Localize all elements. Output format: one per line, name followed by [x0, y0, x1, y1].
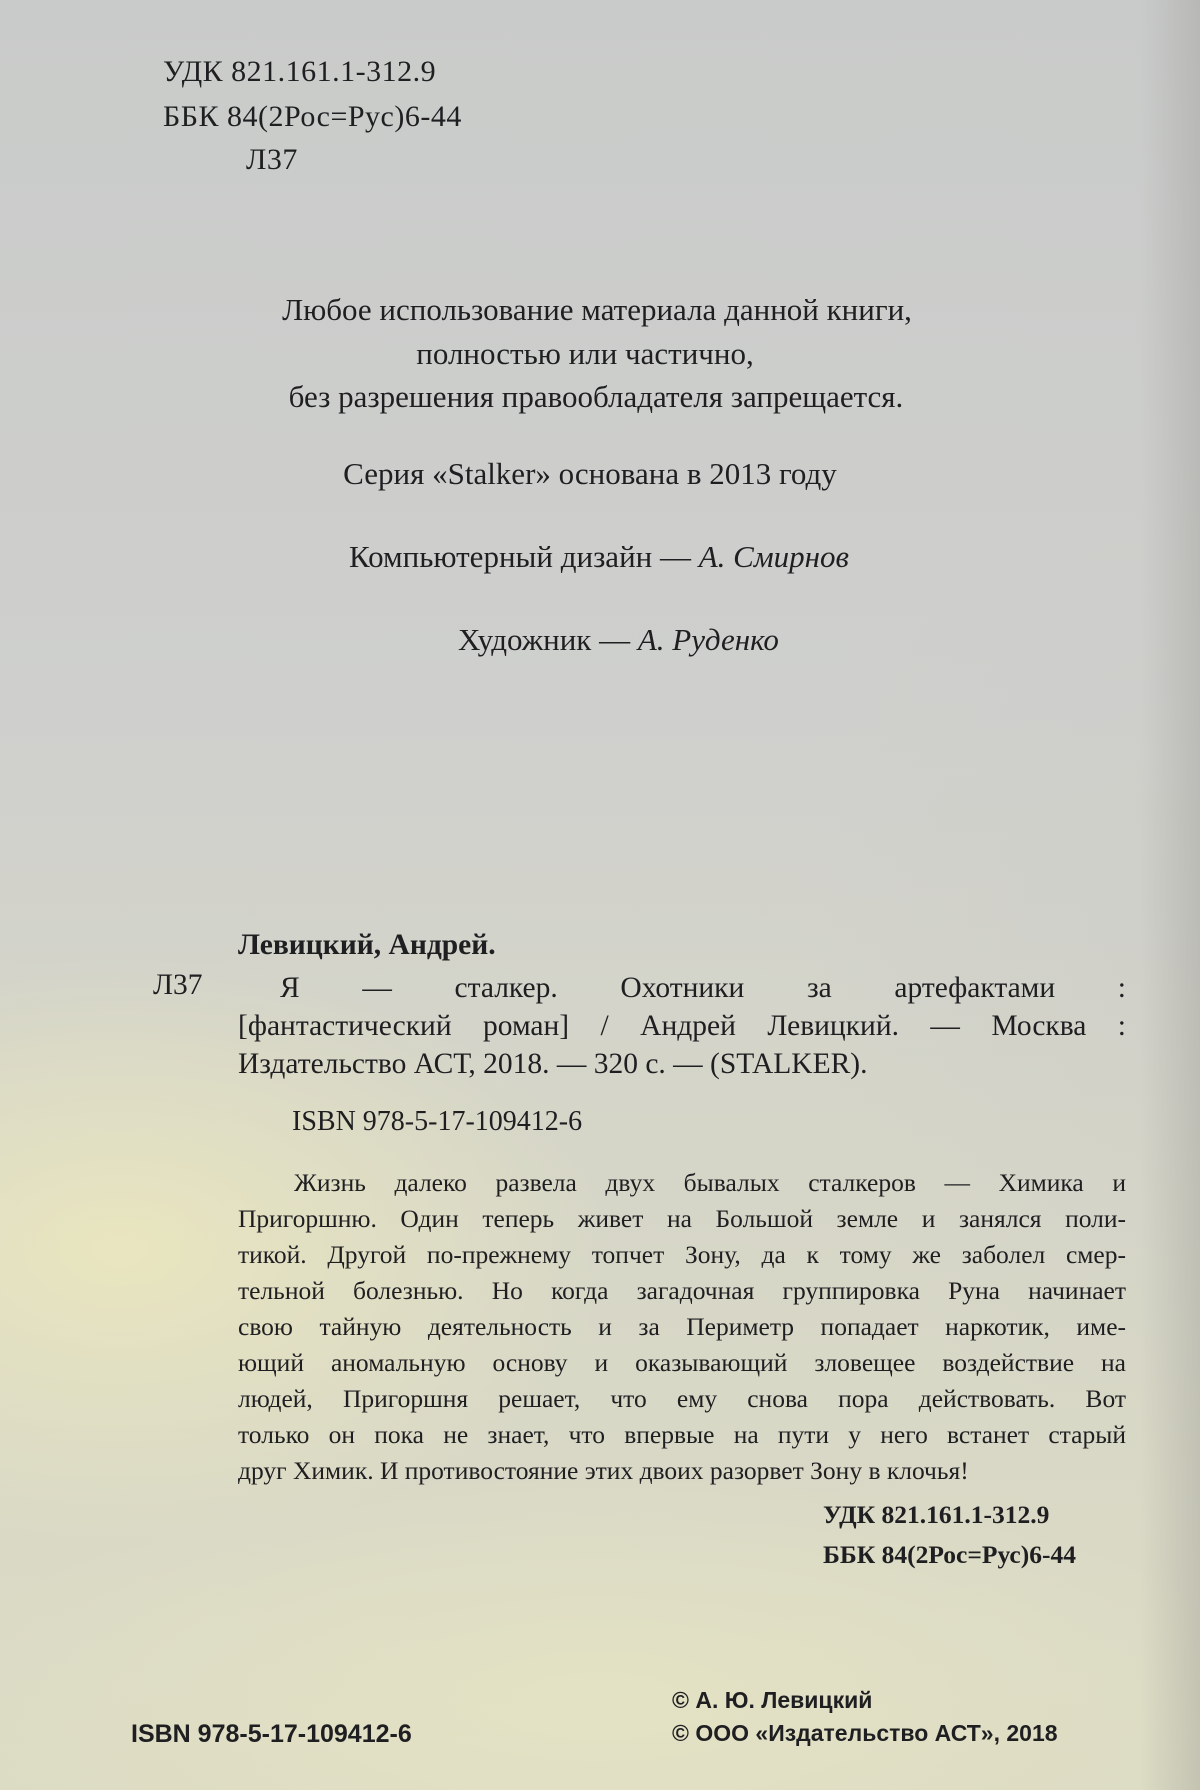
credit-artist-name: А. Руденко: [637, 622, 779, 657]
credit-design-role: Компьютерный дизайн —: [349, 539, 699, 574]
credit-design: [349, 539, 849, 575]
copyright-publisher: © ООО «Издательство АСТ», 2018: [672, 1720, 1058, 1746]
biblio-line-2: [фантастический роман] / Андрей Левицкий. — Москва :: [238, 1010, 1126, 1042]
annotation-line-4: тельной болезнью. Но когда загадочная группировка Руна начинает: [238, 1276, 1126, 1305]
annotation-line-8: только он пока не знает, что впервые на пути у него встанет старый: [238, 1420, 1126, 1449]
annotation-line-3: тикой. Другой по-прежнему топчет Зону, да к тому же заболел смер-: [238, 1240, 1126, 1269]
classification-bbk: ББК 84(2Рос=Рус)6-44: [823, 1540, 1076, 1569]
header-author-mark: Л37: [246, 143, 298, 176]
page-edge-shadow: [1140, 0, 1200, 1790]
classification-udk: УДК 821.161.1-312.9: [823, 1500, 1050, 1529]
annotation-line-2: Пригоршню. Один теперь живет на Большой земле и занялся поли-: [238, 1204, 1126, 1233]
annotation-line-1: Жизнь далеко развела двух бывалых сталкеров — Химика и: [294, 1168, 1126, 1197]
credit-artist: [458, 622, 779, 658]
biblio-line-3: Издательство АСТ, 2018. — 320 с. — (STALKER).: [238, 1048, 868, 1080]
biblio-line-1: Я — сталкер. Охотники за артефактами :: [280, 972, 1126, 1004]
series-line: Серия «Stalker» основана в 2013 году: [343, 456, 837, 491]
annotation-line-6: ющий аномальную основу и оказывающий зловещее воздействие на: [238, 1348, 1126, 1377]
annotation-line-9: друг Химик. И противостояние этих двоих разорвет Зону в клочья!: [238, 1456, 969, 1485]
biblio-mark: Л37: [153, 969, 203, 1001]
credit-artist-role: Художник —: [458, 622, 638, 657]
notice-line-2: полностью или частично,: [416, 336, 754, 371]
annotation-line-5: свою тайную деятельность и за Периметр попадает наркотик, име-: [238, 1312, 1126, 1341]
biblio-isbn: ISBN 978-5-17-109412-6: [292, 1106, 583, 1137]
notice-line-1: Любое использование материала данной книги,: [282, 292, 912, 327]
header-bbk: ББК 84(2Рос=Рус)6-44: [163, 100, 462, 133]
footer-isbn: ISBN 978-5-17-109412-6: [131, 1720, 412, 1748]
copyright-author: © А. Ю. Левицкий: [672, 1687, 873, 1713]
credit-design-name: А. Смирнов: [698, 539, 849, 574]
biblio-author-heading: Левицкий, Андрей.: [238, 929, 496, 961]
annotation-line-7: людей, Пригоршня решает, что ему снова пора действовать. Вот: [238, 1384, 1126, 1413]
notice-line-3: без разрешения правообладателя запрещается.: [288, 379, 904, 414]
header-udk: УДК 821.161.1-312.9: [163, 55, 437, 88]
